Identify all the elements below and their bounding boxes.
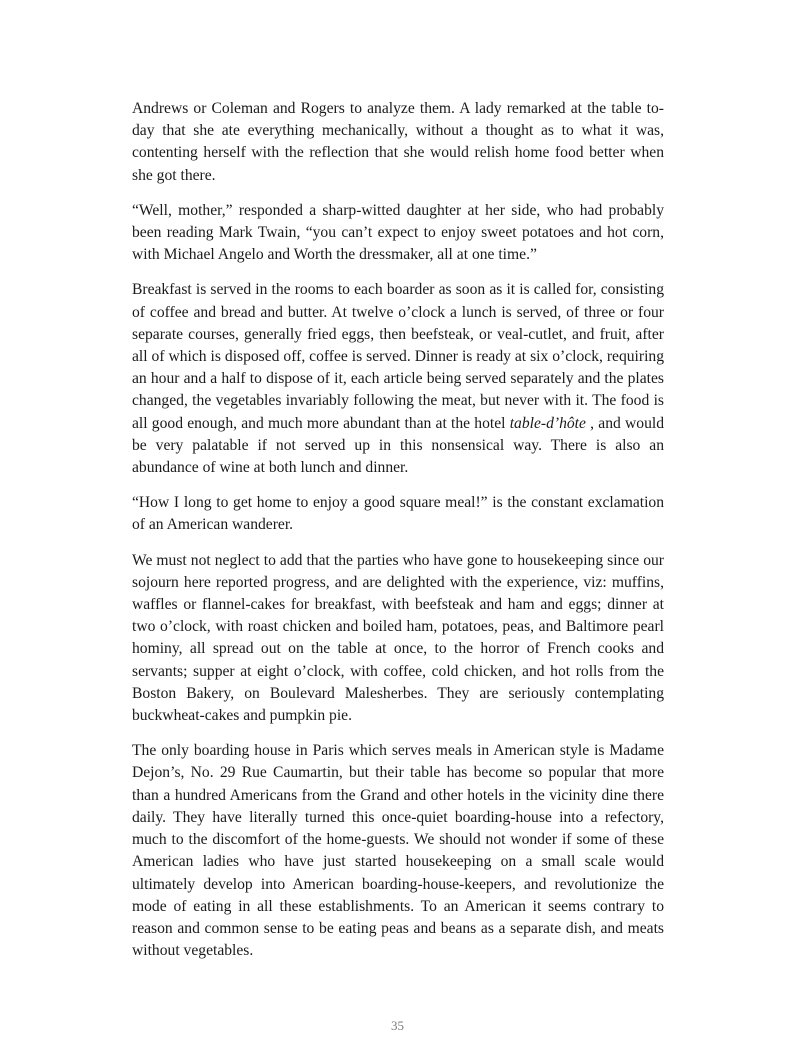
paragraph-text: “Well, mother,” responded a sharp-witted daughter at her side, who had probably been reading Mark Twain, “you can’t expect to enjoy sweet potatoes and hot corn, with Michael Angelo and Worth the dressmaker, all at one time.”	[132, 201, 664, 264]
paragraph	[132, 740, 664, 962]
paragraph	[132, 98, 664, 187]
italic-phrase: table-d’hôte	[509, 414, 586, 432]
paragraph-text: Breakfast is served in the rooms to each boarder as soon as it is called for, consisting of coffee and bread and butter. At twelve o’clock a lunch is served, of three or four separate courses, generally fried eggs, then beefsteak, or veal-cutlet, and fruit, after all of which is disposed off, coffee is served. Dinner is ready at six o’clock, requiring an hour and a half to dispose of it, each article being served separately and the plates changed, the vegetables invariably following the meat, but never with it. The food is all good enough, and much more abundant than at the hotel	[132, 281, 664, 432]
paragraph-text: Andrews or Coleman and Rogers to analyze them. A lady remarked at the table to-day that she ate everything mechanically, without a thought as to what it was, contenting herself with the reflection that she would relish home food better when she got there.	[132, 100, 664, 184]
paragraph-text: The only boarding house in Paris which serves meals in American style is Madame Dejon’s, No. 29 Rue Caumartin, but their table has become so popular that more than a hundred Americans from the Grand and other hotels in the vicinity dine there daily. They have literally turned this once-quiet boarding-house into a refectory, much to the discomfort of the home-guests. We should not wonder if some of these American ladies who have just started housekeeping on a small scale would ultimately develop into American boarding-house-keepers, and revolutionize the mode of eating in all these establishments. To an American it seems contrary to reason and common sense to be eating peas and beans as a separate dish, and meats without vegetables.	[132, 742, 664, 960]
page-number: 35	[391, 1018, 404, 1033]
paragraph	[132, 550, 664, 728]
paragraph	[132, 279, 664, 479]
paragraph-text: We must not neglect to add that the parties who have gone to housekeeping since our sojourn here reported progress, and are delighted with the experience, viz: muffins, waffles or flannel-cakes for breakfast, with beefsteak and ham and eggs; dinner at two o’clock, with roast chicken and boiled ham, potatoes, peas, and Baltimore pearl hominy, all spread out on the table at once, to the horror of French cooks and servants; supper at eight o’clock, with coffee, cold chicken, and hot rolls from the Boston Bakery, on Boulevard Malesherbes. They are seriously contemplating buckwheat-cakes and pumpkin pie.	[132, 551, 664, 725]
paragraph	[132, 492, 664, 536]
body-text	[132, 98, 664, 975]
paragraph	[132, 200, 664, 267]
paragraph-text: “How I long to get home to enjoy a good square meal!” is the constant exclamation of an American wanderer.	[132, 494, 664, 534]
paragraph-text: , and would be very palatable if not served up in this nonsensical way. There is also an abundance of wine at both lunch and dinner.	[132, 414, 665, 477]
